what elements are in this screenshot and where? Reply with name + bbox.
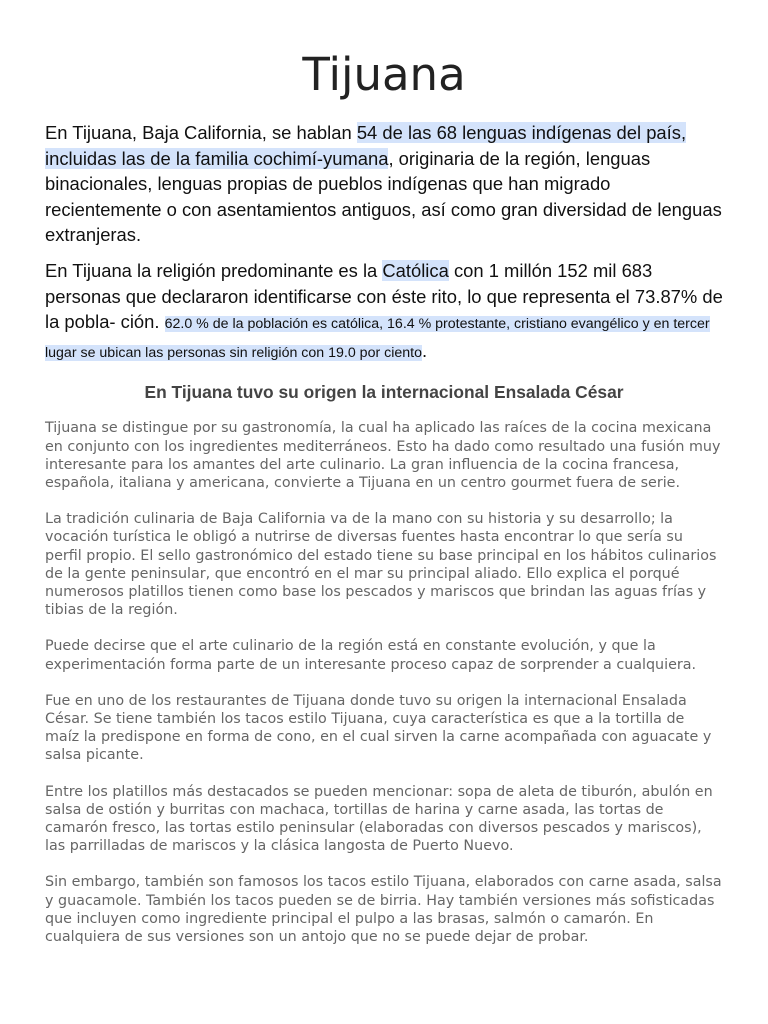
religion-highlight: Católica [382,259,449,281]
religion-text-end: . [422,339,428,361]
religion-text-middle: con 1 millón 152 mil 683 personas que declararon identificarse con éste rito, lo que representa el 73.87% de la pobla- ción. [45,259,723,333]
religion-paragraph [45,258,723,366]
body-paragraph: Sin embargo, también son famosos los tacos estilo Tijuana, elaborados con carne asada, salsa y guacamole. También los tacos pueden se de birria. Hay también versiones más sofisticadas que incluyen como ingrediente principal el pulpo a las brasas, salmón o camarón. En cualquiera de sus versiones son un antojo que no se puede dejar de probar. [45,874,722,946]
body-paragraph: Entre los platillos más destacados se pueden mencionar: sopa de aleta de tiburón, abulón en salsa de ostión y burritas con machaca, tortillas de harina y carne asada, las tortas de camarón fresco, las tortas estilo peninsular (elaboradas con diversos pescados y mariscos), las parrilladas de mariscos y la clásica langosta de Puerto Nuevo. [45,783,713,855]
body-paragraph: Puede decirse que el arte culinario de la región está en constante evolución, y que la experimentación forma parte de un interesante proceso capaz de sorprender a cualquiera. [45,638,697,673]
languages-paragraph [45,120,723,248]
religion-text-start: En Tijuana la religión predominante es la [45,259,383,281]
body-paragraph: La tradición culinaria de Baja California va de la mano con su historia y su desarrollo; la vocación turística le obligó a nutrirse de diversas fuentes hasta encontrar lo que sería su perfil propio. El sello gastronómico del estado tiene su base principal en los hábitos culinarios de la gente peninsular, que encontró en el mar su principal aliado. Ello explica el porqué numerosos platillos tienen como base los pescados y mariscos que brindan las aguas frías y tibias de la región. [45,511,717,619]
languages-text-end: , originaria de la región, lenguas binacionales, lenguas propias de pueblos indígenas que han migrado recientemente o con asentamientos antiguos, así como gran diversidad de lenguas extranjeras. [45,147,722,246]
body-paragraph: Tijuana se distingue por su gastronomía, la cual ha aplicado las raíces de la cocina mexicana en conjunto con los ingredientes mediterráneos. Esto ha dado como resultado una fusión muy interesante para los amantes del arte culinario. La gran influencia de la cocina francesa, española, italiana y americana, convierte a Tijuana en un centro gourmet fuera de serie. [45,420,721,491]
languages-highlight: 54 de las 68 lenguas indígenas del país, incluidas las de la familia cochimí-yumana [45,122,687,169]
page-title: Tijuana [302,48,466,101]
languages-text-start: En Tijuana, Baja California, se hablan [45,122,357,143]
religion-statistics-highlight: 62.0 % de la población es católica, 16.4 % protestante, cristiano evangélico y en tercer lugar se ubican las personas sin religión con 19.0 por ciento [45,316,710,361]
body-paragraph: Fue en uno de los restaurantes de Tijuana donde tuvo su origen la internacional Ensalada César. Se tiene también los tacos estilo Tijuana, cuya característica es que a la tortilla de maíz la predispone en forma de cono, en el cual sirven la carne acompañada con aguacate y salsa picante. [45,692,712,764]
section-subtitle: En Tijuana tuvo su origen la internacional Ensalada César [144,382,624,403]
